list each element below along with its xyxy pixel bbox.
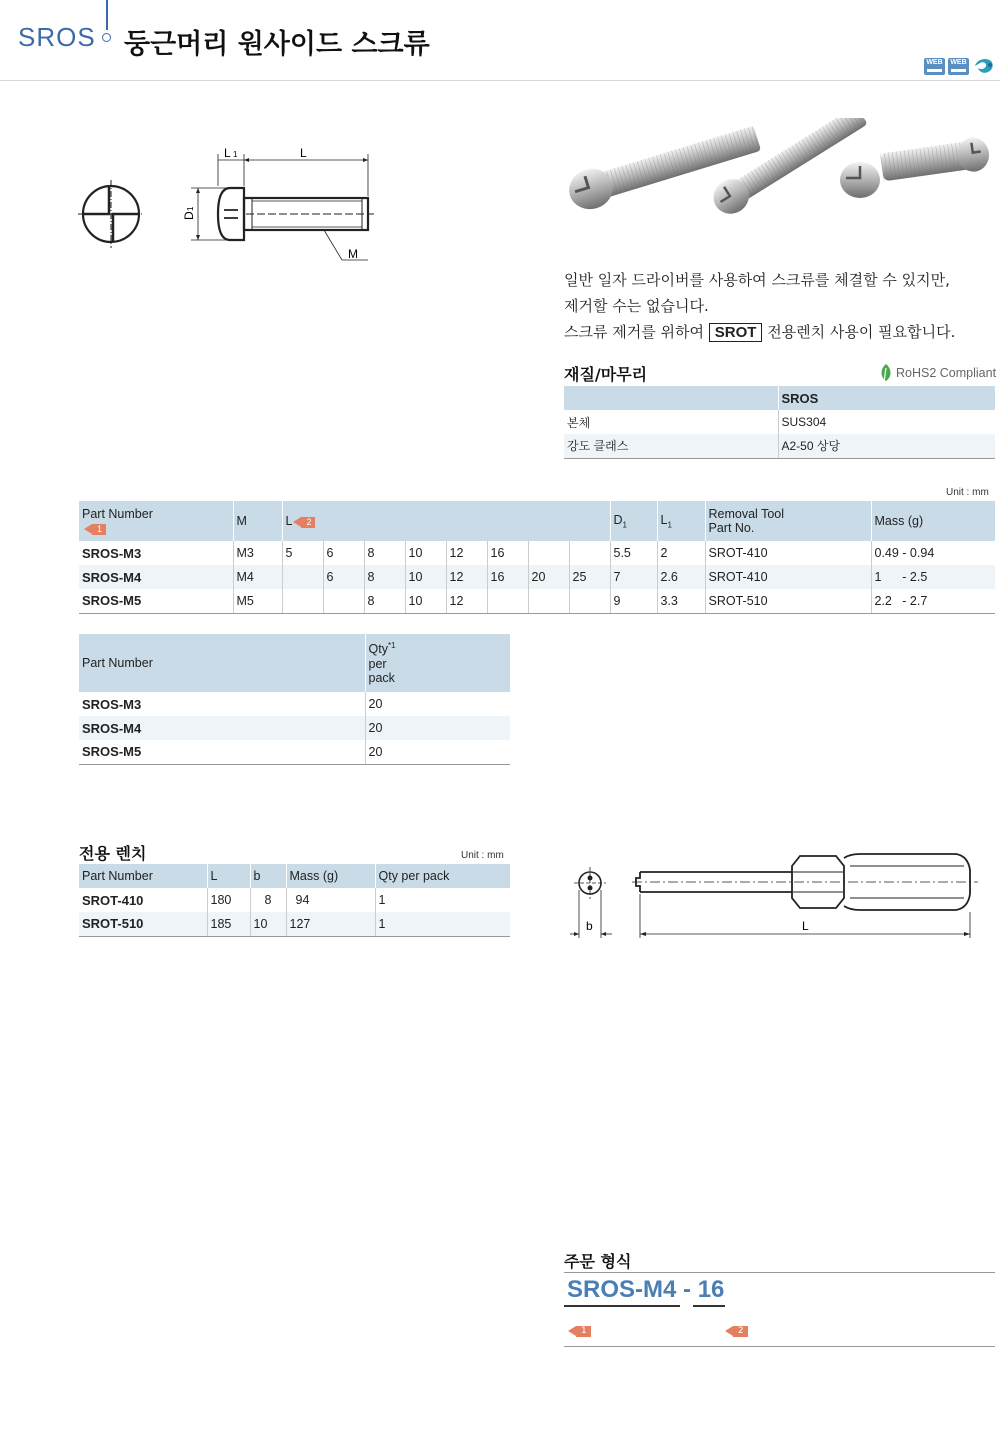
description-text: 스크류 제거를 위하여 bbox=[564, 323, 704, 341]
col-d1 bbox=[610, 501, 657, 541]
l-cell: 5 bbox=[282, 541, 323, 565]
m-cell: M5 bbox=[233, 589, 282, 613]
product-description bbox=[564, 267, 955, 345]
table-row bbox=[79, 565, 995, 589]
l1-cell: 2 bbox=[657, 541, 705, 565]
material-value: A2-50 상당 bbox=[778, 434, 995, 458]
dim-l-label: L bbox=[802, 919, 809, 933]
srot-reference-box: SROT bbox=[709, 323, 763, 342]
order-code-length: 16 bbox=[697, 1276, 725, 1303]
dim-d1-subscript: 1 bbox=[186, 206, 195, 211]
part-number-cell: SROT-510 bbox=[79, 912, 207, 936]
l-cell bbox=[569, 541, 610, 565]
material-label: 본체 bbox=[567, 415, 591, 430]
footnote-mark: *1 bbox=[387, 641, 396, 651]
col-qty-label: per bbox=[368, 656, 387, 671]
order-section-title: 주문 형식 bbox=[564, 1252, 632, 1271]
l-cell: 6 bbox=[323, 565, 364, 589]
col-removal-tool bbox=[705, 501, 871, 541]
l-cell: 10 bbox=[405, 589, 446, 613]
material-table bbox=[564, 386, 995, 459]
col-mass: Mass (g) bbox=[286, 864, 375, 888]
material-section-title: 재질/마무리 bbox=[564, 365, 648, 384]
qty-cell: 1 bbox=[375, 912, 510, 936]
l-cell bbox=[569, 589, 610, 613]
brand-logo-icon bbox=[972, 56, 996, 76]
part-number-cell: SROS-M3 bbox=[82, 696, 142, 712]
col-l-label: L bbox=[285, 514, 293, 528]
b-cell: 10 bbox=[250, 912, 286, 936]
table-row bbox=[79, 888, 510, 912]
order-rule bbox=[564, 1272, 995, 1273]
rohs-badge bbox=[878, 363, 996, 383]
col-qty-per-pack: Qty per pack bbox=[375, 864, 510, 888]
m-cell: M4 bbox=[233, 565, 282, 589]
removal-tool-cell: SROT-410 bbox=[705, 565, 871, 589]
removal-tool-cell: SROT-510 bbox=[705, 589, 871, 613]
l-cell bbox=[528, 541, 569, 565]
part-number-cell: SROS-M5 bbox=[79, 740, 365, 764]
col-b: b bbox=[250, 864, 286, 888]
material-value: SUS304 bbox=[778, 410, 995, 434]
l-cell: 185 bbox=[207, 912, 250, 936]
l-cell: 180 bbox=[207, 888, 250, 912]
l-cell bbox=[528, 589, 569, 613]
table-row bbox=[79, 740, 510, 764]
mass-cell: 2.2 - 2.7 bbox=[871, 589, 995, 613]
d1-cell: 7 bbox=[610, 565, 657, 589]
m-cell: M3 bbox=[233, 541, 282, 565]
col-part-number bbox=[79, 501, 233, 541]
dim-m-label: M bbox=[348, 247, 358, 261]
description-line bbox=[564, 319, 955, 345]
mass-cell: 1 - 2.5 bbox=[871, 565, 995, 589]
order-code bbox=[567, 1276, 724, 1304]
table-row bbox=[564, 434, 995, 458]
material-header-sros: SROS bbox=[778, 386, 995, 410]
col-l: L bbox=[207, 864, 250, 888]
wrench-table bbox=[79, 864, 510, 937]
material-label: 강도 클래스 bbox=[564, 434, 778, 458]
col-d1-label: D bbox=[613, 512, 623, 527]
l-cell: 16 bbox=[487, 541, 528, 565]
part-number-cell: SROT-410 bbox=[82, 892, 144, 908]
part-number-cell: SROS-M3 bbox=[82, 545, 142, 561]
mass-cell: 127 bbox=[286, 912, 375, 936]
l-cell: 8 bbox=[364, 565, 405, 589]
l-cell: 12 bbox=[446, 541, 487, 565]
description-line: 제거할 수는 없습니다. bbox=[564, 297, 709, 315]
dim-l1-label: L bbox=[224, 146, 231, 160]
unit-label: Unit : mm bbox=[461, 850, 504, 861]
leaf-icon bbox=[878, 363, 894, 383]
l-cell: 12 bbox=[446, 589, 487, 613]
header-divider-line bbox=[106, 0, 108, 30]
l-cell bbox=[487, 589, 528, 613]
mass-cell: 94 bbox=[286, 888, 375, 912]
col-qty bbox=[365, 634, 510, 692]
l-cell: 10 bbox=[405, 541, 446, 565]
qty-cell: 20 bbox=[365, 692, 510, 716]
part-number-cell: SROS-M4 bbox=[79, 565, 233, 589]
col-qty-label: pack bbox=[368, 670, 395, 685]
col-part-number: Part Number bbox=[79, 864, 207, 888]
qty-table bbox=[79, 634, 510, 765]
screw-drawing bbox=[78, 140, 378, 270]
col-m: M bbox=[233, 501, 282, 541]
removal-tool-cell: SROT-410 bbox=[705, 541, 871, 565]
l-cell: 8 bbox=[364, 541, 405, 565]
web-link-icon[interactable]: WEB bbox=[948, 58, 969, 75]
part-number-cell: SROS-M4 bbox=[79, 716, 365, 740]
dim-l-label: L bbox=[300, 146, 307, 160]
qty-cell: 20 bbox=[365, 740, 510, 764]
header-rule bbox=[0, 80, 1000, 81]
l-cell: 6 bbox=[323, 541, 364, 565]
l-cell: 8 bbox=[364, 589, 405, 613]
header-dot bbox=[102, 33, 111, 42]
wrench-drawing bbox=[560, 850, 980, 945]
description-line: 일반 일자 드라이버를 사용하여 스크류를 체결할 수 있지만, bbox=[564, 271, 950, 289]
web-link-icon[interactable]: WEB bbox=[924, 58, 945, 75]
page-title: 둥근머리 원사이드 스크류 bbox=[124, 29, 430, 60]
col-l bbox=[282, 501, 610, 541]
product-code: SROS bbox=[18, 22, 96, 52]
rohs-label: RoHS2 Compliant bbox=[896, 366, 997, 380]
col-part-number-label: Part Number bbox=[82, 507, 153, 521]
col-d1-subscript: 1 bbox=[622, 520, 627, 530]
product-photo bbox=[560, 118, 1000, 233]
col-part-number: Part Number bbox=[79, 634, 365, 692]
table-row bbox=[79, 716, 510, 740]
dim-d1-label: D bbox=[182, 211, 196, 220]
table-row bbox=[79, 692, 510, 716]
mass-cell: 0.49 - 0.94 bbox=[871, 541, 995, 565]
l-cell: 20 bbox=[528, 565, 569, 589]
l-cell: 12 bbox=[446, 565, 487, 589]
col-qty-label: Qty bbox=[368, 642, 388, 657]
material-header-blank bbox=[564, 386, 778, 410]
badge-1: 1 bbox=[92, 524, 106, 535]
table-row bbox=[79, 589, 995, 613]
badge-2: 2 bbox=[301, 517, 315, 528]
wrench-section-title: 전용 렌치 bbox=[79, 844, 147, 863]
l-cell: 25 bbox=[569, 565, 610, 589]
l-cell bbox=[282, 565, 323, 589]
col-l1 bbox=[657, 501, 705, 541]
order-underline bbox=[693, 1305, 725, 1307]
col-l1-label: L bbox=[660, 512, 668, 527]
qty-cell: 1 bbox=[375, 888, 510, 912]
table-row bbox=[79, 912, 510, 936]
d1-cell: 5.5 bbox=[610, 541, 657, 565]
col-removal-tool-label: Part No. bbox=[708, 521, 755, 535]
l-cell bbox=[323, 589, 364, 613]
table-row bbox=[79, 541, 995, 565]
dim-b-label: b bbox=[586, 919, 593, 933]
col-l1-subscript: 1 bbox=[667, 520, 672, 530]
badge-2: 2 bbox=[733, 1326, 748, 1337]
qty-cell: 20 bbox=[365, 716, 510, 740]
l-cell: 10 bbox=[405, 565, 446, 589]
l-cell: 16 bbox=[487, 565, 528, 589]
b-cell: 8 bbox=[250, 888, 286, 912]
badge-1: 1 bbox=[576, 1326, 591, 1337]
col-removal-tool-label: Removal Tool bbox=[708, 507, 785, 521]
order-code-part: SROS-M4 bbox=[567, 1276, 677, 1303]
order-code-dash: - bbox=[676, 1276, 698, 1303]
description-text: 전용렌치 사용이 필요합니다. bbox=[767, 323, 956, 341]
part-number-cell: SROS-M5 bbox=[79, 589, 233, 613]
l1-cell: 2.6 bbox=[657, 565, 705, 589]
dim-l1-subscript: 1 bbox=[233, 150, 238, 159]
order-underline bbox=[564, 1305, 680, 1307]
l-cell bbox=[282, 589, 323, 613]
d1-cell: 9 bbox=[610, 589, 657, 613]
table-row bbox=[564, 410, 995, 434]
col-mass: Mass (g) bbox=[871, 501, 995, 541]
spec-table bbox=[79, 501, 995, 614]
unit-label: Unit : mm bbox=[946, 487, 989, 498]
order-rule bbox=[564, 1346, 995, 1347]
l1-cell: 3.3 bbox=[657, 589, 705, 613]
